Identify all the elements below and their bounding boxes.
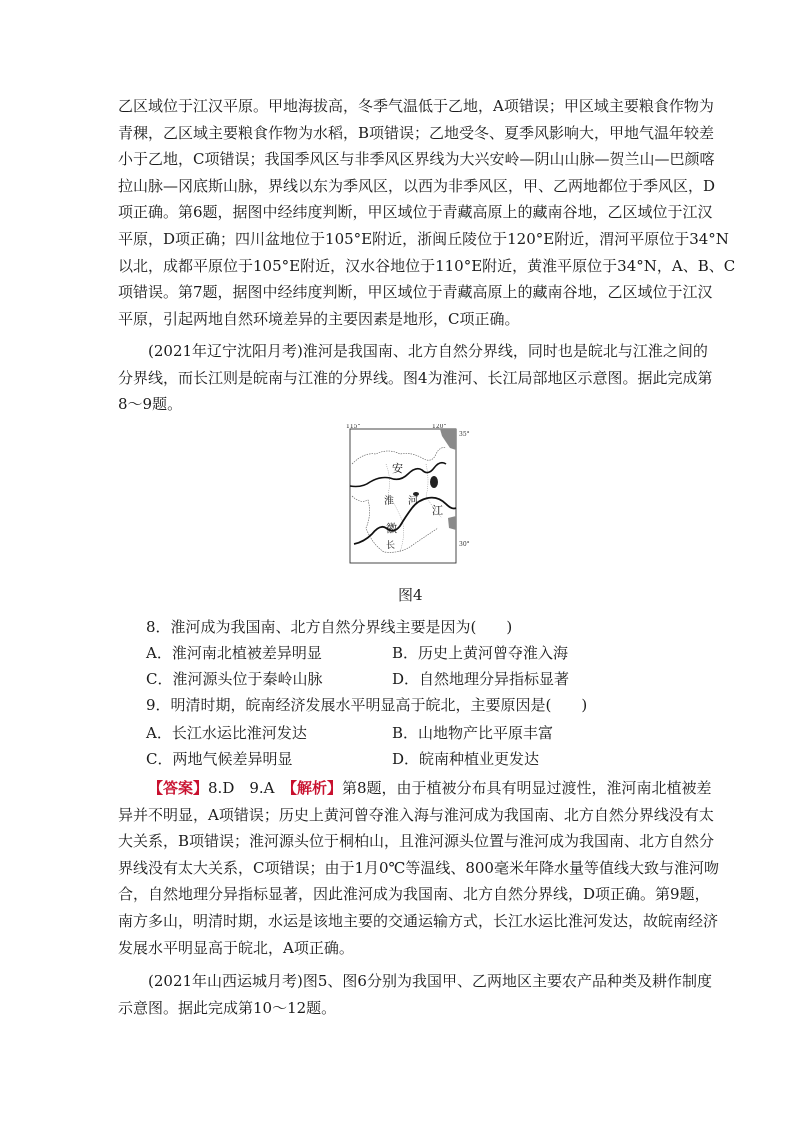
- text-line: 界线没有太大关系，C项错误；由于1月0℃等温线、800毫米年降水量等值线大致与淮河吻: [118, 858, 719, 877]
- place-label: 长: [386, 541, 396, 551]
- text-line: 乙区域位于江汉平原。甲地海拔高，冬季气温低于乙地，A项错误；甲区域主要粮食作物为: [118, 97, 714, 115]
- text-line: 青稞，乙区域主要粮食作物为水稻，B项错误；乙地受冬、夏季风影响大，甲地气温年较差: [118, 123, 715, 142]
- option-b: B．历史上黄河曾夺淮入海: [392, 644, 569, 662]
- place-label: 河: [408, 496, 418, 507]
- option-c: C．两地气候差异明显: [146, 750, 293, 768]
- place-label: 江: [432, 504, 443, 517]
- option-a: A．淮河南北植被差异明显: [146, 644, 322, 662]
- text-line: 异并不明显，A项错误；历史上黄河曾夺淮入海与淮河成为我国南、北方自然分界线没有太: [118, 805, 714, 824]
- text-line: 平原，引起两地自然环境差异的主要因素是地形，C项正确。: [118, 309, 520, 328]
- place-label: 安: [392, 462, 403, 475]
- answer-keys: 8.D 9.A: [208, 779, 290, 797]
- question-9-stem: 9．明清时期，皖南经济发展水平明显高于皖北，主要原因是( ): [146, 696, 588, 714]
- answer-block: [118, 775, 719, 961]
- text-line: 发展水平明显高于皖北，A项正确。: [118, 938, 354, 957]
- lake: [430, 476, 438, 488]
- answer-tag: 【答案】: [148, 779, 209, 797]
- text-line: (2021年山西运城月考)图5、图6分别为我国甲、乙两地区主要农产品种类及耕作制度: [148, 972, 712, 990]
- lon-label: 115°: [346, 424, 361, 430]
- option-c: C．淮河源头位于秦岭山脉: [146, 670, 323, 688]
- option-a: A．长江水运比淮河发达: [146, 724, 307, 742]
- analysis-tag: 【解析】: [289, 779, 343, 797]
- text-line: 大关系，B项错误；淮河源头位于桐柏山，且淮河源头位置与淮河成为我国南、北方自然分: [118, 832, 715, 851]
- text-line: (2021年辽宁沈阳月考)淮河是我国南、北方自然分界线，同时也是皖北与江淮之间的: [148, 342, 708, 360]
- explanation-paragraph: [118, 93, 736, 332]
- text-line: 拉山脉—冈底斯山脉，界线以东为季风区，以西为非季风区，甲、乙两地都位于季风区，D: [118, 176, 716, 195]
- option-d: D．皖南种植业更发达: [392, 750, 540, 768]
- text-line: 项正确。第6题，据图中经纬度判断，甲区域位于青藏高原上的藏南谷地，乙区域位于江汉: [118, 203, 713, 222]
- question-8-stem: 8．淮河成为我国南、北方自然分界线主要是因为( ): [146, 618, 513, 636]
- text-line: 小于乙地，C项错误；我国季风区与非季风区界线为大兴安岭—阴山山脉—贺兰山—巴颜喀: [118, 150, 715, 169]
- text-line: 分界线，而长江则是皖南与江淮的分界线。图4为淮河、长江局部地区示意图。据此完成第: [118, 368, 713, 387]
- question-intro: [118, 338, 713, 418]
- sea-area: [448, 516, 456, 530]
- question-intro: [118, 968, 712, 1021]
- option-b: B．山地物产比平原丰富: [392, 724, 554, 742]
- answer-line: [118, 775, 712, 802]
- place-label: 徽: [386, 522, 397, 535]
- figure-caption: 图4: [398, 586, 423, 604]
- lon-label: 120°: [432, 424, 447, 430]
- place-label: 淮: [384, 496, 394, 507]
- text-line: 以北，成都平原位于105°E附近，汉水谷地位于110°E附近，黄淮平原位于34°N，A、B、C: [118, 256, 736, 275]
- text-line: 南方多山，明清时期，水运是该地主要的交通运输方式，长江水运比淮河发达，故皖南经济: [118, 911, 719, 930]
- text-line: 平原，D项正确；四川盆地位于105°E附近，浙闽丘陵位于120°E附近，渭河平原位于34°N: [118, 229, 729, 248]
- text-line: 项错误。第7题，据图中经纬度判断，甲区域位于青藏高原上的藏南谷地，乙区域位于江汉: [118, 283, 713, 302]
- lat-label: 30°: [459, 541, 470, 548]
- lat-label: 35°: [459, 431, 470, 438]
- text-line: 示意图。据此完成第10～12题。: [118, 998, 337, 1017]
- analysis-text: 第8题，由于植被分布具有明显过渡性，淮河南北植被差: [342, 779, 712, 797]
- text-line: 8～9题。: [118, 395, 183, 414]
- text-line: 合，自然地理分异指标显著，因此淮河成为我国南、北方自然分界线，D项正确。第9题，: [118, 885, 710, 904]
- option-d: D．自然地理分异指标显著: [392, 670, 570, 688]
- huaihe-yangtze-map: [342, 424, 470, 578]
